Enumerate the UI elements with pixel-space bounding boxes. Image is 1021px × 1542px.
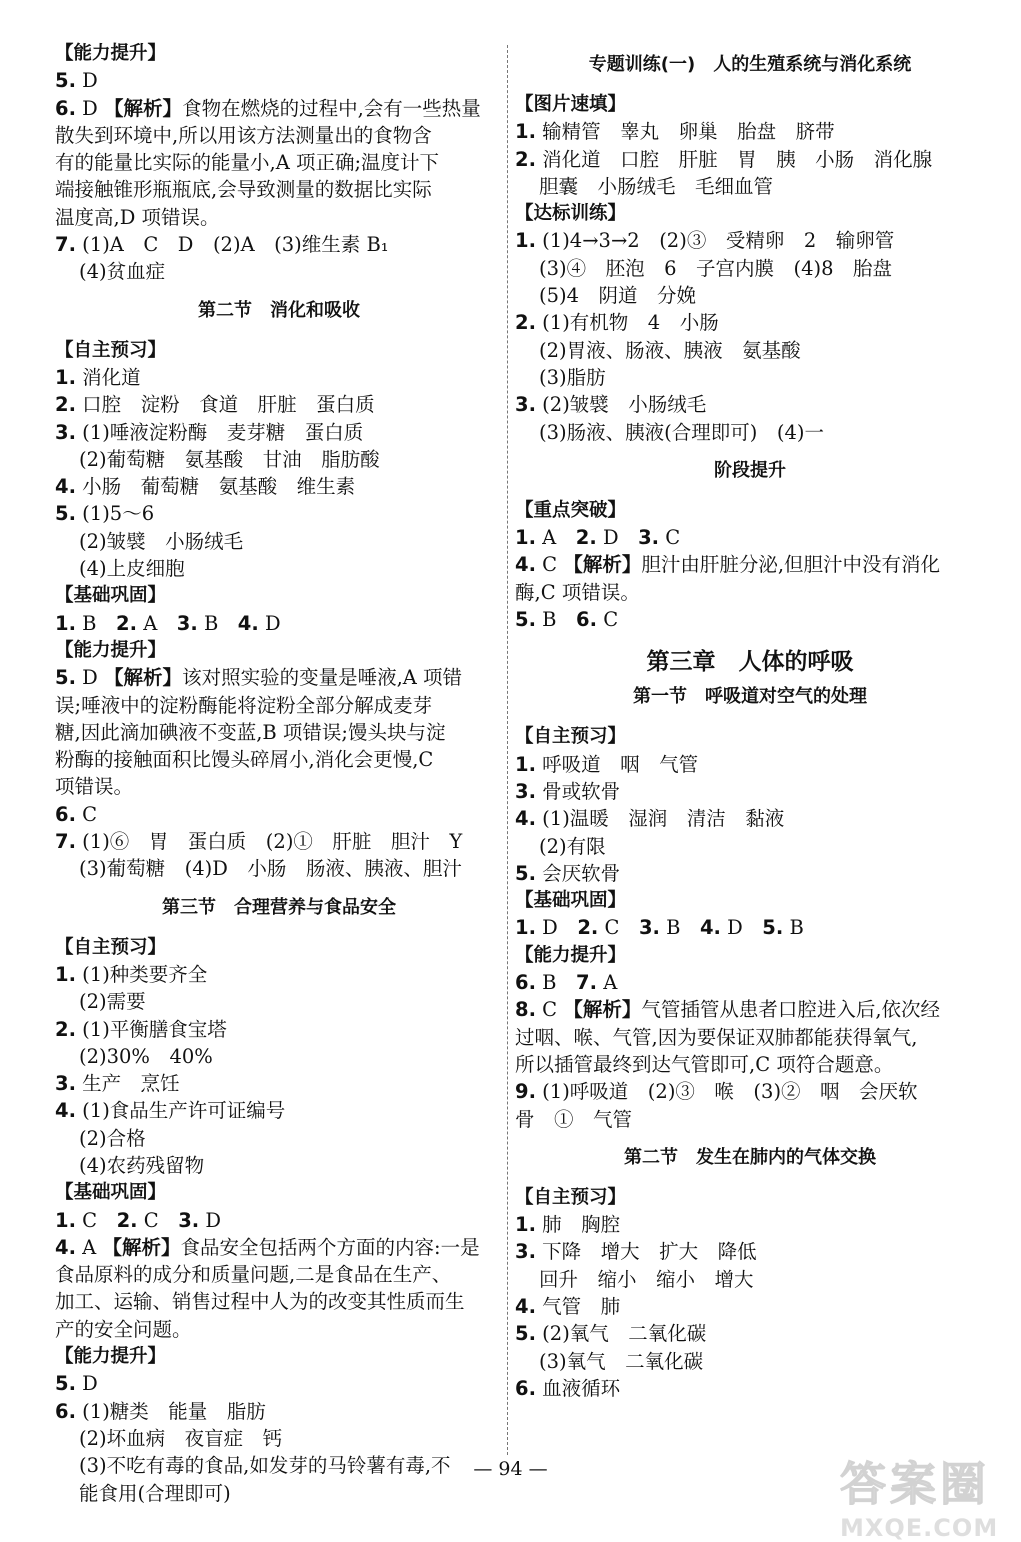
- answer-line: 粉酶的接触面积比馒头碎屑小,消化会更慢,C: [55, 748, 434, 772]
- answer-line: (4)贫血症: [79, 260, 166, 284]
- answer-text: (1)唾液淀粉酶 麦芽糖 蛋白质: [75, 420, 364, 444]
- section-tag: 【 基础巩固 】: [55, 582, 503, 609]
- answer-line: 项错误。: [55, 775, 134, 799]
- item-number: 3.: [55, 1072, 76, 1096]
- answer-line: 端接触锥形瓶瓶底,会导致测量的数据比实际: [55, 178, 432, 202]
- answer-text: D: [199, 1208, 222, 1232]
- answer-text: 会厌软骨: [535, 861, 621, 885]
- answer-text: C: [75, 1208, 117, 1232]
- answer-item: [55, 1207, 503, 1234]
- watermark-logo: [840, 1448, 1010, 1542]
- section-tag: 【 基础巩固 】: [515, 887, 985, 914]
- item-number: 5.: [515, 608, 536, 632]
- answer-line: 温度高,D 项错误。: [55, 205, 220, 229]
- answer-text: B: [535, 608, 577, 632]
- answer-text: D: [258, 611, 281, 635]
- answer-line: (2)皱襞 小肠绒毛: [79, 529, 244, 553]
- answer-item: [55, 1097, 503, 1124]
- answer-text: A: [137, 611, 177, 635]
- answer-item: [55, 1370, 503, 1397]
- answer-item: [515, 1238, 985, 1265]
- item-number: 2.: [55, 1017, 76, 1041]
- answer-text: C: [535, 998, 564, 1022]
- answer-line: (3)脂肪: [539, 365, 606, 389]
- section-tag: 【 能力提升 】: [55, 1343, 503, 1370]
- item-number: 4.: [55, 1235, 76, 1259]
- item-number: 2.: [55, 393, 76, 417]
- item-number: 1.: [515, 916, 536, 940]
- answer-text: (1)糖类 能量 脂肪: [75, 1399, 266, 1423]
- answer-line: (2)合格: [79, 1126, 146, 1150]
- item-number: 1.: [55, 611, 76, 635]
- page-number: — 94 —: [473, 1458, 548, 1480]
- answer-text: B: [75, 611, 117, 635]
- item-number: 6.: [55, 802, 76, 826]
- answer-line: 能食用(合理即可): [79, 1481, 231, 1505]
- section-tag: 【 自主预习 】: [55, 934, 503, 961]
- item-number: 1.: [515, 229, 536, 253]
- answer-item: [55, 364, 503, 391]
- item-number: 3.: [638, 526, 660, 550]
- answer-item: [55, 828, 503, 855]
- answer-item: [515, 309, 985, 336]
- answer-text: (1)种类要齐全: [75, 962, 208, 986]
- section-tag: 【 自主预习 】: [515, 723, 985, 750]
- answer-line: 产的安全问题。: [55, 1317, 192, 1341]
- item-number: 7.: [55, 830, 76, 854]
- section-heading: 阶段提升: [714, 459, 786, 481]
- item-number: 1.: [55, 962, 76, 986]
- answer-line: (3)氧气 二氧化碳: [539, 1349, 704, 1373]
- item-number: 1.: [515, 1213, 536, 1237]
- answer-text: (1)A C D (2)A (3)维生素 B₁: [75, 233, 389, 257]
- answer-line: 误;唾液中的淀粉酶能将淀粉全部分解成麦芽: [55, 693, 433, 717]
- answer-item: [515, 1375, 985, 1402]
- item-number: 3.: [638, 916, 660, 940]
- answer-text: D: [720, 916, 763, 940]
- item-number: 5.: [55, 502, 76, 526]
- section-heading: 第二节 消化和吸收: [198, 299, 360, 321]
- section-heading: 第一节 呼吸道对空气的处理: [633, 686, 867, 708]
- analysis-label: 【 解析 】: [563, 998, 641, 1021]
- item-number: 5.: [515, 1322, 536, 1346]
- analysis-label: 【 解析 】: [102, 1236, 180, 1259]
- section-tag: 【 重点突破 】: [515, 497, 985, 524]
- answer-item: [55, 95, 503, 122]
- answer-item: [515, 805, 985, 832]
- answer-line: (2)坏血病 夜盲症 钙: [79, 1426, 283, 1450]
- item-number: 2.: [515, 147, 536, 171]
- analysis-text: 胆汁由肝脏分泌,但胆汁中没有消化: [641, 553, 941, 577]
- answer-text: (1)⑥ 胃 蛋白质 (2)① 肝脏 胆汁 Y: [75, 830, 463, 854]
- answer-text: B: [197, 611, 238, 635]
- answer-line: (3)不吃有毒的食品,如发芽的马铃薯有毒,不: [79, 1454, 451, 1478]
- item-number: 3.: [178, 1208, 200, 1232]
- section-heading: 第三节 合理营养与食品安全: [162, 896, 396, 918]
- section-heading: 第二节 发生在肺内的气体交换: [624, 1146, 876, 1168]
- analysis-text: 气管插管从患者口腔进入后,依次经: [641, 998, 941, 1022]
- answer-item: [55, 1070, 503, 1097]
- chapter-heading: 第三章 人体的呼吸: [646, 649, 854, 676]
- item-number: 3.: [515, 1240, 536, 1264]
- answer-item: [55, 1016, 503, 1043]
- answer-text: (1)4→3→2 (2)③ 受精卵 2 输卵管: [535, 229, 895, 253]
- answer-item: [515, 1211, 985, 1238]
- answer-item: [55, 961, 503, 988]
- item-number: 6.: [515, 1376, 536, 1400]
- answer-text: (1)呼吸道 (2)③ 喉 (3)② 咽 会厌软: [535, 1080, 918, 1104]
- answer-line: 糖,因此滴加碘液不变蓝,B 项错误;馒头块与淀: [55, 720, 446, 744]
- item-number: 1.: [55, 365, 76, 389]
- analysis-text: 食品安全包括两个方面的内容:一是: [180, 1235, 480, 1259]
- answer-line: 食品原料的成分和质量问题,二是食品在生产、: [55, 1263, 452, 1287]
- answer-line: 回升 缩小 缩小 增大: [539, 1267, 754, 1291]
- answer-item: [55, 500, 503, 527]
- item-number: 3.: [515, 393, 536, 417]
- item-number: 4.: [515, 553, 536, 577]
- item-number: 9.: [515, 1080, 536, 1104]
- answer-text: 消化道: [75, 365, 141, 389]
- item-number: 2.: [515, 311, 536, 335]
- answer-item: [515, 914, 985, 941]
- answer-line: 有的能量比实际的能量小,A 项正确;温度计下: [55, 151, 440, 175]
- answer-item: [515, 391, 985, 418]
- answer-line: 酶,C 项错误。: [515, 580, 640, 604]
- item-number: 5.: [762, 916, 784, 940]
- answer-text: (2)皱襞 小肠绒毛: [535, 393, 707, 417]
- item-number: 1.: [515, 752, 536, 776]
- answer-line: (4)上皮细胞: [79, 557, 185, 581]
- item-number: 4.: [55, 1099, 76, 1123]
- answer-line: 胆囊 小肠绒毛 毛细血管: [539, 174, 774, 198]
- item-number: 4.: [55, 475, 76, 499]
- answer-item: [55, 391, 503, 418]
- answer-item: [55, 801, 503, 828]
- item-number: 4.: [237, 611, 259, 635]
- item-number: 5.: [55, 666, 76, 690]
- answer-item: [515, 606, 985, 633]
- answer-text: 呼吸道 咽 气管: [535, 752, 699, 776]
- answer-item: [55, 1234, 503, 1261]
- item-number: 6.: [515, 971, 536, 995]
- answer-text: D: [75, 1372, 98, 1396]
- right-column: [515, 40, 985, 1402]
- answer-text: D: [75, 69, 98, 93]
- answer-line: (5)4 阴道 分娩: [539, 284, 697, 308]
- answer-item: [55, 67, 503, 94]
- answer-line: (3)肠液、胰液(合理即可) (4)一: [539, 420, 824, 444]
- answer-text: A: [75, 1235, 103, 1259]
- answer-text: 输精管 睾丸 卵巢 胎盘 脐带: [535, 120, 835, 144]
- answer-text: D: [596, 526, 639, 550]
- answer-text: C: [659, 526, 681, 550]
- item-number: 1.: [55, 1208, 76, 1232]
- answer-line: 骨 ① 气管: [515, 1107, 633, 1131]
- item-number: 5.: [515, 861, 536, 885]
- watermark-text: 答案圈: [840, 1457, 990, 1511]
- answer-item: [515, 146, 985, 173]
- answer-text: 肺 胸腔: [535, 1213, 621, 1237]
- item-number: 3.: [515, 779, 536, 803]
- answer-item: [515, 860, 985, 887]
- section-tag: 【 基础巩固 】: [55, 1179, 503, 1206]
- item-number: 7.: [576, 971, 597, 995]
- answer-line: (2)葡萄糖 氨基酸 甘油 脂肪酸: [79, 447, 380, 471]
- answer-text: 消化道 口腔 肝脏 胃 胰 小肠 消化腺: [535, 147, 933, 171]
- answer-item: [55, 664, 503, 691]
- answer-text: B: [783, 916, 804, 940]
- answer-item: [515, 524, 985, 551]
- item-number: 2.: [577, 916, 599, 940]
- answer-item: [515, 1078, 985, 1105]
- answer-line: (3)葡萄糖 (4)D 小肠 肠液、胰液、胆汁: [79, 857, 462, 881]
- answer-text: C: [598, 916, 639, 940]
- answer-item: [55, 419, 503, 446]
- answer-text: 下降 增大 扩大 降低: [535, 1240, 757, 1264]
- answer-line: (4)农药残留物: [79, 1153, 205, 1177]
- answer-text: B: [535, 971, 577, 995]
- item-number: 6.: [55, 1399, 76, 1423]
- answer-line: 所以插管最终到达气管即可,C 项符合题意。: [515, 1052, 894, 1076]
- item-number: 1.: [515, 526, 536, 550]
- answer-text: 气管 肺: [535, 1294, 621, 1318]
- item-number: 4.: [699, 916, 721, 940]
- answer-item: [515, 1293, 985, 1320]
- answer-text: B: [659, 916, 700, 940]
- answer-text: (2)氧气 二氧化碳: [535, 1322, 707, 1346]
- answer-item: [515, 969, 985, 996]
- answer-text: D: [535, 916, 578, 940]
- answer-text: D: [75, 96, 105, 120]
- answer-text: 生产 烹饪: [75, 1072, 180, 1096]
- item-number: 8.: [515, 998, 536, 1022]
- item-number: 2.: [575, 526, 597, 550]
- item-number: 5.: [55, 69, 76, 93]
- section-tag: 【 能力提升 】: [55, 637, 503, 664]
- answer-item: [515, 118, 985, 145]
- item-number: 5.: [55, 1372, 76, 1396]
- answer-text: C: [137, 1208, 179, 1232]
- analysis-label: 【 解析 】: [104, 97, 182, 120]
- item-number: 1.: [515, 120, 536, 144]
- answer-item: [55, 610, 503, 637]
- section-tag: 【 达标训练 】: [515, 200, 985, 227]
- answer-text: 小肠 葡萄糖 氨基酸 维生素: [75, 475, 356, 499]
- left-column: [55, 40, 503, 1507]
- item-number: 3.: [176, 611, 198, 635]
- section-tag: 【 自主预习 】: [55, 337, 503, 364]
- answer-text: (1)食品生产许可证编号: [75, 1099, 286, 1123]
- answer-item: [515, 778, 985, 805]
- answer-text: C: [535, 553, 564, 577]
- answer-text: (1)5～6: [75, 502, 155, 526]
- answer-line: (2)需要: [79, 990, 146, 1014]
- section-tag: 【 能力提升 】: [515, 942, 985, 969]
- answer-text: 骨或软骨: [535, 779, 621, 803]
- answer-line: 加工、运输、销售过程中人为的改变其性质而生: [55, 1290, 465, 1314]
- item-number: 2.: [116, 611, 137, 635]
- answer-item: [55, 231, 503, 258]
- answer-text: (1)平衡膳食宝塔: [75, 1017, 227, 1041]
- section-tag: 【 图片速填 】: [515, 91, 985, 118]
- analysis-label: 【 解析 】: [104, 666, 182, 689]
- answer-item: [515, 227, 985, 254]
- answer-item: [515, 996, 985, 1023]
- item-number: 7.: [55, 233, 76, 257]
- item-number: 6.: [55, 96, 76, 120]
- item-number: 6.: [576, 608, 597, 632]
- watermark-url: MXQE.COM: [840, 1514, 999, 1542]
- section-tag: 【 自主预习 】: [515, 1184, 985, 1211]
- answer-text: (1)有机物 4 小肠: [535, 311, 719, 335]
- item-number: 2.: [116, 1208, 138, 1232]
- column-divider: [507, 45, 508, 1455]
- item-number: 4.: [515, 1294, 536, 1318]
- answer-line: (2)30% 40%: [79, 1044, 213, 1068]
- item-number: 3.: [55, 420, 76, 444]
- analysis-text: 该对照实验的变量是唾液,A 项错: [182, 666, 463, 690]
- item-number: 4.: [515, 807, 536, 831]
- answer-line: (3)④ 胚泡 6 子宫内膜 (4)8 胎盘: [539, 256, 893, 280]
- analysis-text: 食物在燃烧的过程中,会有一些热量: [182, 96, 481, 120]
- answer-item: [55, 1398, 503, 1425]
- analysis-label: 【 解析 】: [563, 553, 641, 576]
- answer-text: (1)温暖 湿润 清洁 黏液: [535, 807, 785, 831]
- answer-text: 血液循环: [535, 1376, 621, 1400]
- answer-text: 口腔 淀粉 食道 肝脏 蛋白质: [75, 393, 375, 417]
- answer-item: [55, 473, 503, 500]
- section-tag: 【 能力提升 】: [55, 40, 503, 67]
- answer-text: A: [535, 526, 576, 550]
- answer-line: 散失到环境中,所以用该方法测量出的食物含: [55, 123, 432, 147]
- answer-text: A: [597, 971, 618, 995]
- answer-text: C: [75, 802, 98, 826]
- answer-text: C: [597, 608, 619, 632]
- answer-line: (2)胃液、肠液、胰液 氨基酸: [539, 338, 801, 362]
- answer-item: [515, 1320, 985, 1347]
- answer-item: [515, 751, 985, 778]
- answer-line: 过咽、喉、气管,因为要保证双肺都能获得氧气,: [515, 1025, 918, 1049]
- section-heading: 专题训练(一) 人的生殖系统与消化系统: [588, 54, 912, 75]
- answer-item: [515, 551, 985, 578]
- answer-line: (2)有限: [539, 834, 606, 858]
- answer-text: D: [75, 666, 105, 690]
